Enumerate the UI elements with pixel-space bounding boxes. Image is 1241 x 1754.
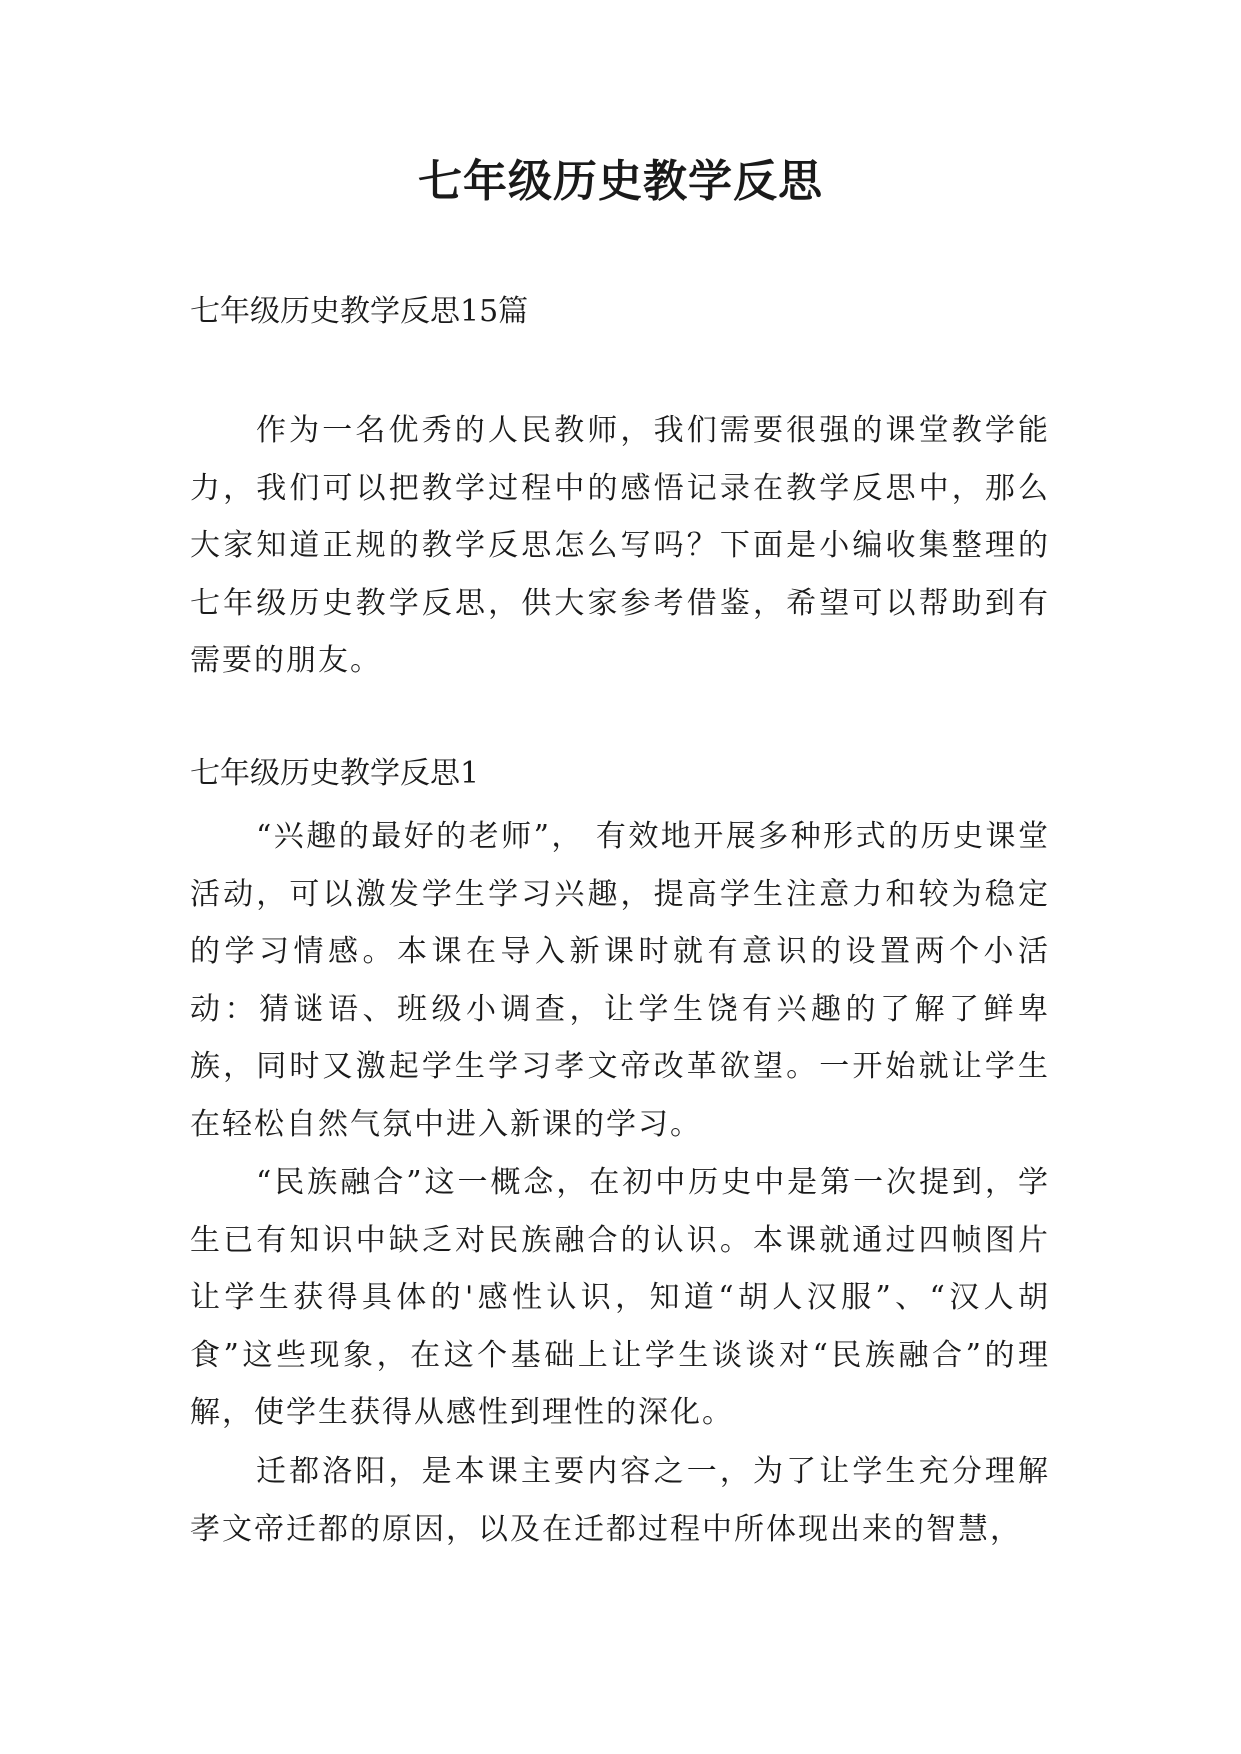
document-title: 七年级历史教学反思 [418,156,823,207]
intro-paragraph: 作为一名优秀的人民教师，我们需要很强的课堂教学能力，我们可以把教学过程中的感悟记录在教学反思中，那么大家知道正规的教学反思怎么写吗？下面是小编收集整理的七年级历史教学反思，供大家参考借鉴，希望可以帮助到有需要的朋友。 [190,413,1050,678]
document-subtitle: 七年级历史教学反思15篇 [190,294,529,329]
section-heading-1: 七年级历史教学反思1 [190,756,480,791]
body-paragraph: 迁都洛阳，是本课主要内容之一，为了让学生充分理解孝文帝迁都的原因，以及在迁都过程中所体现出来的智慧， [190,1454,1050,1547]
body-paragraph: “兴趣的最好的老师”， 有效地开展多种形式的历史课堂活动，可以激发学生学习兴趣，提高学生注意力和较为稳定的学习情感。本课在导入新课时就有意识的设置两个小活动：猜谜语、班级小调查，让学生饶有兴趣的了解了鲜卑族，同时又激起学生学习孝文帝改革欲望。一开始就让学生在轻松自然气氛中进入新课的学习。 [190,819,1050,1142]
body-paragraph: “民族融合”这一概念，在初中历史中是第一次提到，学生已有知识中缺乏对民族融合的认识。本课就通过四帧图片让学生获得具体的'感性认识，知道“胡人汉服”、“汉人胡食”这些现象，在这个基础上让学生谈谈对“民族融合”的理解，使学生获得从感性到理性的深化。 [190,1165,1050,1430]
